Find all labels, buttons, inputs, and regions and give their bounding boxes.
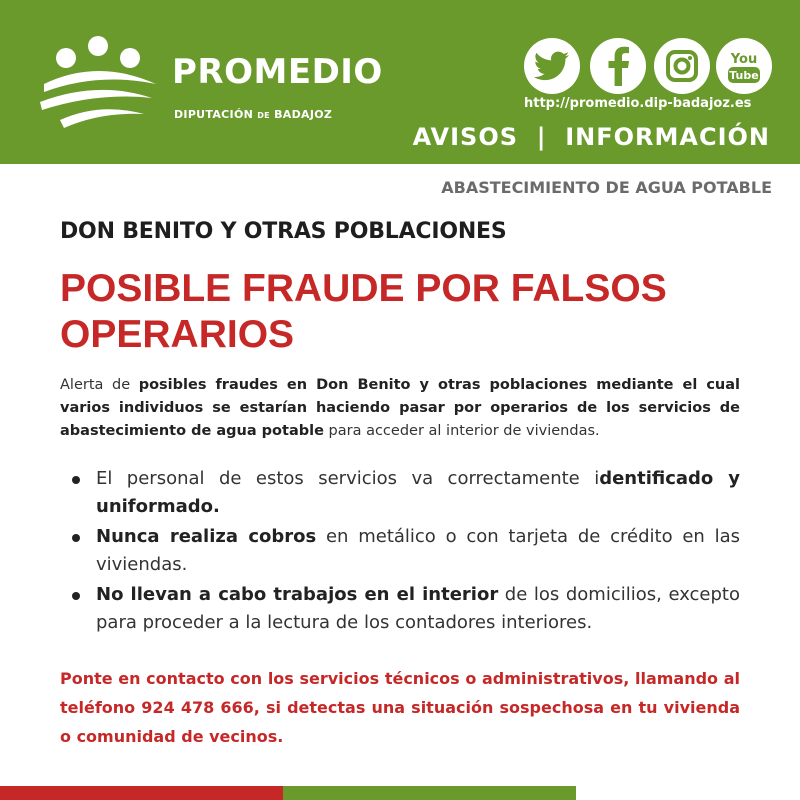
category-label: ABASTECIMIENTO DE AGUA POTABLE [441,178,772,197]
alert-headline-line-2: OPERARIOS [60,313,295,356]
location-heading: DON BENITO Y OTRAS POBLACIONES [60,219,507,244]
contact-notice: Ponte en contacto con los servicios técnicos o administrativos, llamando al teléfono 924 478 666, si detectas una situación sospechosa en tu vivienda o comunidad de vecinos. [60,669,740,746]
website-url[interactable]: http://promedio.dip-badajoz.es [524,96,752,111]
alert-headline-line-1: POSIBLE FRAUDE POR FALSOS [60,267,667,310]
brand-subtitle: DIPUTACIÓN DE BADAJOZ [174,108,333,121]
intro-paragraph: Alerta de posibles fraudes en Don Benito y otras poblaciones mediante el cual varios individuos se estarían haciendo pasar por operarios de los servicios de abastecimiento de agua potable para acceder al interior de viviendas. [60,377,740,439]
youtube-icon[interactable] [716,38,772,94]
facebook-icon[interactable] [590,38,646,94]
twitter-icon[interactable] [524,38,580,94]
advice-list [70,465,740,639]
list-item: No llevan a cabo trabajos en el interior de los domicilios, excepto para proceder a la lectura de los contadores interiores. [70,581,740,637]
header-banner [0,0,800,164]
bullet-icon [72,476,80,484]
bullet-icon [72,592,80,600]
section-title: AVISOS | INFORMACIÓN [412,123,770,151]
instagram-icon[interactable] [654,38,710,94]
footer-bar-green [283,786,576,800]
footer-bar-red [0,786,283,800]
youtube-icon-text-you: You [730,52,758,67]
list-item: El personal de estos servicios va correctamente identificado y uniformado. [70,465,740,521]
alert-headline [60,266,750,358]
brand-name: PROMEDIO [172,52,383,92]
youtube-icon-text-tube: Tube [729,69,759,82]
promedio-logo-icon [40,36,160,136]
bullet-icon [72,534,80,542]
list-item: Nunca realiza cobros en metálico o con tarjeta de crédito en las viviendas. [70,523,740,579]
